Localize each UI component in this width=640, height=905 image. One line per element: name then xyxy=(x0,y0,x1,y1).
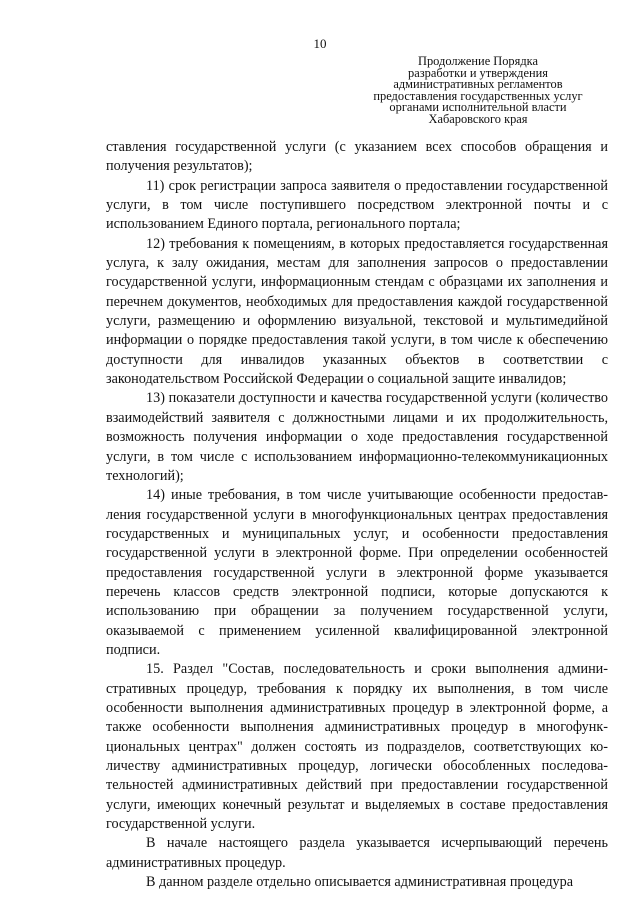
running-header xyxy=(372,56,584,126)
page-number: 10 xyxy=(313,36,327,51)
running-header-line: Хабаровского края xyxy=(428,111,528,126)
paragraph-item-13: 13) показатели доступности и качества государственной услуги (количество взаимодействий заявителя с должностными лицами и их продолжительность, возможность получения информации о ходе предоставления государственной услуги, в том числе с использованием информационно-телекоммуникационных технологий); xyxy=(106,390,608,484)
running-header-line: разработки и утверждения xyxy=(408,65,548,80)
paragraph-item-14: 14) иные требования, в том числе учитывающие особенности предоставления государственной услуги в многофункциональных центрах предоставления государственных и муниципальных услуг, и особенности предоставления государственной услуги в электронной форме. При определении особенностей предоставления государственной услуги в электронной форме указывается перечень классов средств электронной подписи, которые допускаются к использованию при обращении за получением государственной услуги, оказываемой с применением усиленной квалифицированной электронной подписи. xyxy=(106,487,608,658)
paragraph-item-15: 15. Раздел "Состав, последовательность и сроки выполнения административных процедур, требования к порядку их выполнения, в том числе особенности выполнения административных процедур в электронной форме, а также особенности выполнения административных процедур в многофункциональных центрах" должен состоять из подразделов, соответствующих количеству административных процедур, логически обособленных последовательностей административных действий при предоставлении государственной услуги, имеющих конечный результат и выделяемых в составе предоставления государственной услуги. xyxy=(106,661,608,833)
running-header-line: органами исполнительной власти xyxy=(389,100,567,115)
paragraph: В начале настоящего раздела указывается исчерпывающий перечень административных процедур. xyxy=(106,835,608,871)
paragraph-item-11: 11) срок регистрации запроса заявителя о предоставлении государственной услуги, в том числе поступившего посредством электронной почты и с использованием Единого портала, регионального портала; xyxy=(106,177,608,233)
paragraph-item-12: 12) требования к помещениям, в которых предоставляется государственная услуга, к залу ожидания, местам для заполнения запросов о предоставлении государственной услуги, информационным стендам с образцами их заполнения и перечнем документов, необходимых для предоставления каждой государственной услуги, размещению и оформлению визуальной, текстовой и мультимедийной информации о порядке предоставления такой услуги, в том числе к обеспечению доступности для инвалидов указанных объектов в соответствии с законодательством Российской Федерации о социальной защите инвалидов; xyxy=(106,235,608,388)
paragraph: В данном разделе отдельно описывается административная процедура xyxy=(146,874,574,891)
running-header-line: предоставления государственных услуг xyxy=(373,88,583,103)
paragraph-continuation: ставления государственной услуги (с указанием всех способов обращения и получения результатов); xyxy=(106,139,608,175)
document-body xyxy=(106,138,608,892)
running-header-line: Продолжение Порядка xyxy=(418,54,538,68)
running-header-line: административных регламентов xyxy=(393,77,563,92)
